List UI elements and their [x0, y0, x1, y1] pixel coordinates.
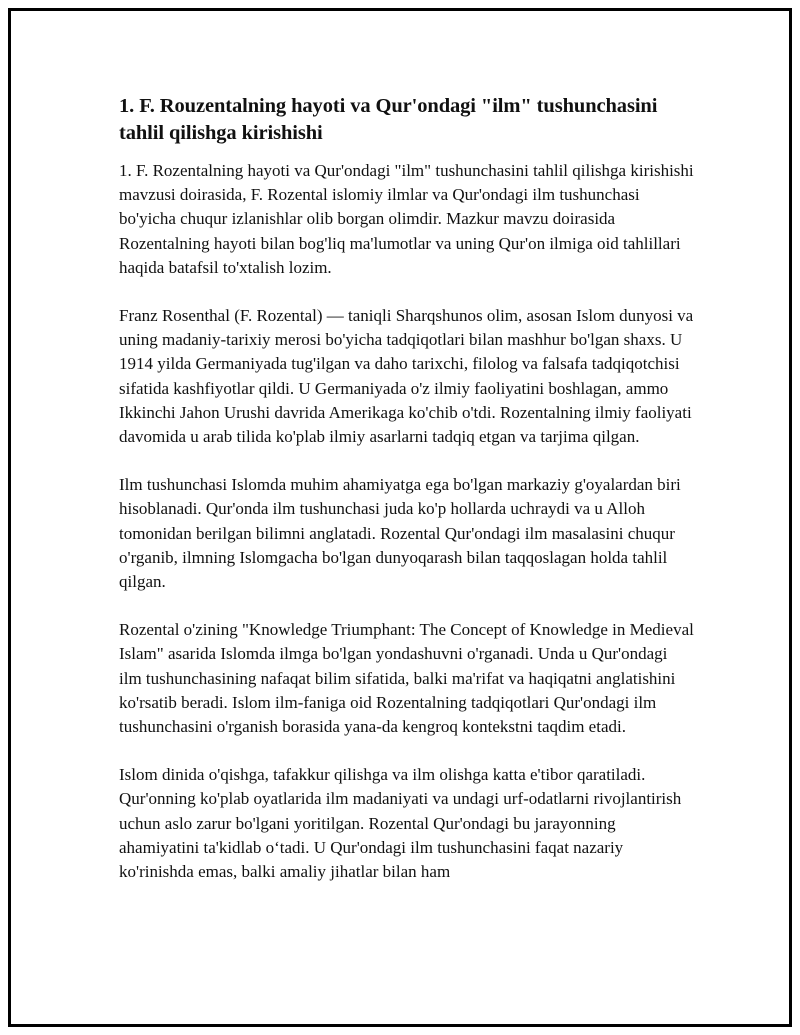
paragraph: Rozental o'zining "Knowledge Triumphant: The Concept of Knowledge in Medieval Islam" asarida Islomda ilmga bo'lgan yondashuvni o'rganadi. Unda u Qur'ondagi ilm tushunchasining nafaqat bilim sifatida, balki ma'rifat va haqiqatni anglatishini ko'rsatib beradi. Islom ilm-faniga oid Rozentalning tadqiqotlari Qur'ondagi ilm tushunchasini o'rganish borasida yana-da kengroq kontekstni taqdim etadi. [119, 620, 694, 737]
document-body [119, 93, 694, 908]
paragraph: Franz Rosenthal (F. Rozental) — taniqli Sharqshunos olim, asosan Islom dunyosi va uning madaniy-tarixiy merosi bo'yicha tadqiqotlari bilan mashhur bo'lgan shaxs. U 1914 yilda Germaniyada tug'ilgan va daho tarixchi, filolog va falsafa tadqiqotchisi sifatida kashfiyotlar qildi. U Germaniyada o'z ilmiy faoliyatini boshlagan, ammo Ikkinchi Jahon Urushi davrida Amerikaga ko'chib o'tdi. Rozentalning ilmiy faoliyati davomida u arab tilida ko'plab ilmiy asarlarni tadqiq etgan va tarjima qilgan. [119, 306, 694, 447]
paragraph: Islom dinida o'qishga, tafakkur qilishga va ilm olishga katta e'tibor qaratiladi. Qur'onning ko'plab oyatlarida ilm madaniyati va undagi urf-odatlarni rivojlantirish uchun aslo zarur bo'lgani yoritilgan. Rozental Qur'ondagi bu jarayonning ahamiyatini ta'kidlab o‘tadi. U Qur'ondagi ilm tushunchasini faqat nazariy ko'rinishda emas, balki amaliy jihatlar bilan ham [119, 765, 682, 882]
paragraph: Ilm tushunchasi Islomda muhim ahamiyatga ega bo'lgan markaziy g'oyalardan biri hisoblanadi. Qur'onda ilm tushunchasi juda ko'p hollarda uchraydi va u Alloh tomonidan berilgan bilimni anglatadi. Rozental Qur'ondagi ilm masalasini chuqur o'rganib, ilmning Islomgacha bo'lgan dunyoqarash bilan taqqoslagan holda tahlil qilgan. [119, 475, 681, 592]
document-page [8, 8, 792, 1027]
paragraph: 1. F. Rozentalning hayoti va Qur'ondagi "ilm" tushunchasini tahlil qilishga kirishishi mavzusi doirasida, F. Rozental islomiy ilmlar va Qur'ondagi ilm tushunchasi bo'yicha chuqur izlanishlar olib borgan olimdir. Mazkur mavzu doirasida Rozentalning hayoti bilan bog'liq ma'lumotlar va uning Qur'on ilmiga oid tahlillari haqida batafsil to'xtalish lozim. [119, 161, 694, 277]
document-title: 1. F. Rouzentalning hayoti va Qur'ondagi "ilm" tushunchasini tahlil qilishga kirishishi [119, 95, 658, 144]
